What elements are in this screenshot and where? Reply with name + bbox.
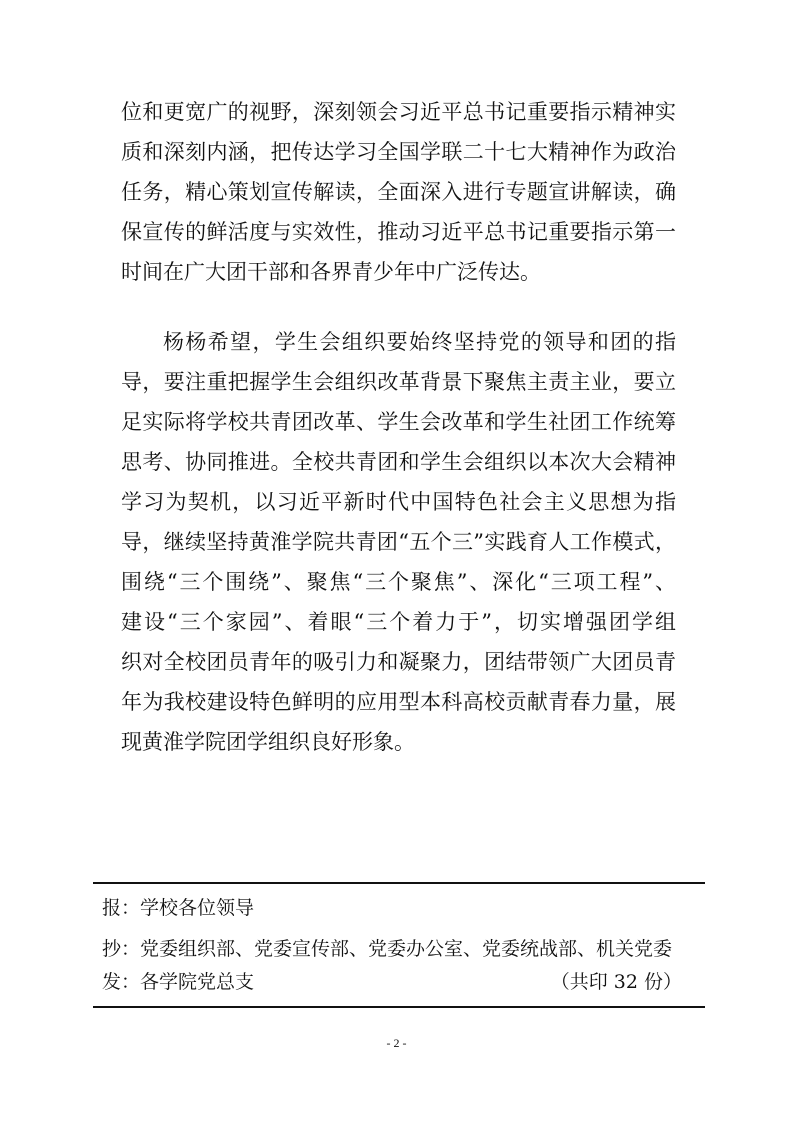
paragraph-line: 杨杨希望，学生会组织要始终坚持党的领导和团的指 [163, 330, 676, 354]
paragraph-line: 年为我校建设特色鲜明的应用型本科高校贡献青春力量，展 [121, 690, 676, 714]
paragraph-line: 织对全校团员青年的吸引力和凝聚力，团结带领广大团员青 [121, 650, 676, 674]
paragraph-line: 围绕“三个围绕”、聚焦“三个聚焦”、深化“三项工程”、 [121, 570, 676, 594]
footer-copies-count: （共印 32 份） [550, 971, 682, 993]
footer-top-rule [93, 882, 705, 884]
paragraph-line: 时间在广大团干部和各界青少年中广泛传达。 [121, 260, 541, 284]
footer-copy-to-text: 抄：党委组织部、党委宣传部、党委办公室、党委统战部、机关党委 [102, 938, 673, 960]
paragraph-line: 导，继续坚持黄淮学院共青团“五个三”实践育人工作模式， [121, 530, 676, 554]
paragraph-line: 学习为契机，以习近平新时代中国特色社会主义思想为指 [121, 490, 676, 514]
paragraph-line: 质和深刻内涵，把传达学习全国学联二十七大精神作为政治 [121, 140, 676, 164]
paragraph-line: 任务，精心策划宣传解读，全面深入进行专题宣讲解读，确 [121, 180, 676, 204]
paragraph-line: 思考、协同推进。全校共青团和学生会组织以本次大会精神 [121, 450, 676, 474]
body-paragraph-2 [121, 322, 676, 762]
footer-report-to-text: 报：学校各位领导 [102, 897, 255, 919]
paragraph-line: 足实际将学校共青团改革、学生会改革和学生社团工作统筹 [121, 410, 676, 434]
footer-report-to [102, 893, 692, 923]
paragraph-line: 导，要注重把握学生会组织改革背景下聚焦主责主业，要立 [121, 370, 676, 394]
footer-bottom-rule [93, 1006, 705, 1008]
paragraph-line: 保宣传的鲜活度与实效性，推动习近平总书记重要指示第一 [121, 220, 676, 244]
body-paragraph-1 [121, 92, 676, 292]
footer-send-to [102, 967, 692, 997]
footer-copy-to [102, 934, 692, 964]
page-number: - 2 - [386, 1036, 407, 1050]
paragraph-line: 位和更宽广的视野，深刻领会习近平总书记重要指示精神实 [121, 100, 676, 124]
footer-send-to-text: 发：各学院党总支 [102, 971, 255, 993]
paragraph-line: 建设“三个家园”、着眼“三个着力于”，切实增强团学组 [121, 610, 676, 634]
paragraph-line: 现黄淮学院团学组织良好形象。 [121, 730, 415, 754]
